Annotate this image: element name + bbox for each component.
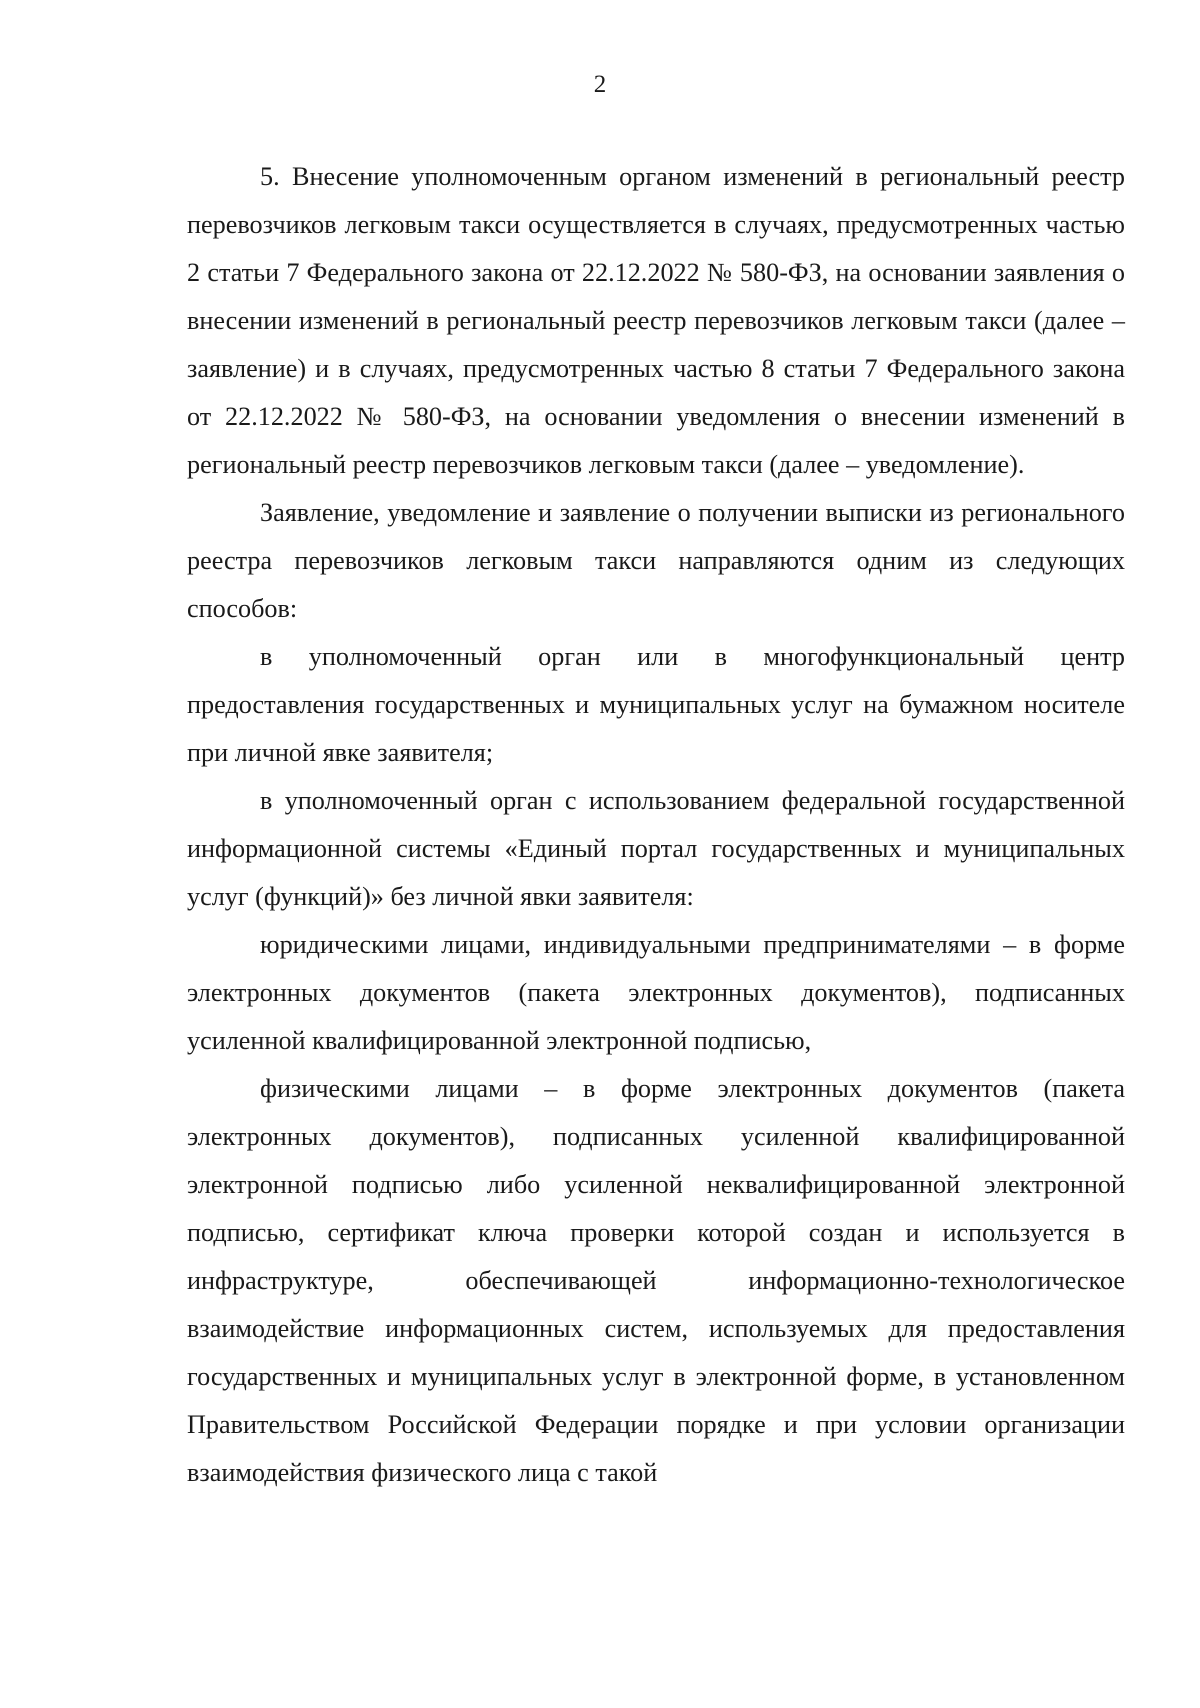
paragraph-submission-methods: Заявление, уведомление и заявление о получении выписки из регионального реестра перевозчиков легковым такси направляются одним из следующих способов: <box>187 498 1125 623</box>
paragraph-paper-submission: в уполномоченный орган или в многофункциональный центр предоставления государственных и муниципальных услуг на бумажном носителе при личной явке заявителя; <box>187 642 1125 767</box>
paragraph-legal-entities: юридическими лицами, индивидуальными предпринимателями – в форме электронных документов (пакета электронных документов), подписанных усиленной квалифицированной электронной подписью, <box>187 930 1125 1055</box>
page-number: 2 <box>593 71 607 98</box>
document-body <box>187 153 1125 1497</box>
paragraph-individuals: физическими лицами – в форме электронных документов (пакета электронных документов), подписанных усиленной квалифицированной электронной подписью либо усиленной неквалифицированной электронной подписью, сертификат ключа проверки которой создан и используется в инфраструктуре, обеспечивающей информационно-технологическое взаимодействие информационных систем, используемых для предоставления государственных и муниципальных услуг в электронной форме, в установленном Правительством Российской Федерации порядке и при условии организации взаимодействия физического лица с такой <box>187 1074 1125 1487</box>
paragraph-portal-submission: в уполномоченный орган с использованием федеральной государственной информационной системы «Единый портал государственных и муниципальных услуг (функций)» без личной явки заявителя: <box>187 786 1125 911</box>
paragraph-amendments: 5. Внесение уполномоченным органом изменений в региональный реестр перевозчиков легковым такси осуществляется в случаях, предусмотренных частью 2 статьи 7 Федерального закона от 22.12.2022 № 580-ФЗ, на основании заявления о внесении изменений в региональный реестр перевозчиков легковым такси (далее – заявление) и в случаях, предусмотренных частью 8 статьи 7 Федерального закона от 22.12.2022 № 580-ФЗ, на основании уведомления о внесении изменений в региональный реестр перевозчиков легковым такси (далее – уведомление). <box>187 162 1125 479</box>
